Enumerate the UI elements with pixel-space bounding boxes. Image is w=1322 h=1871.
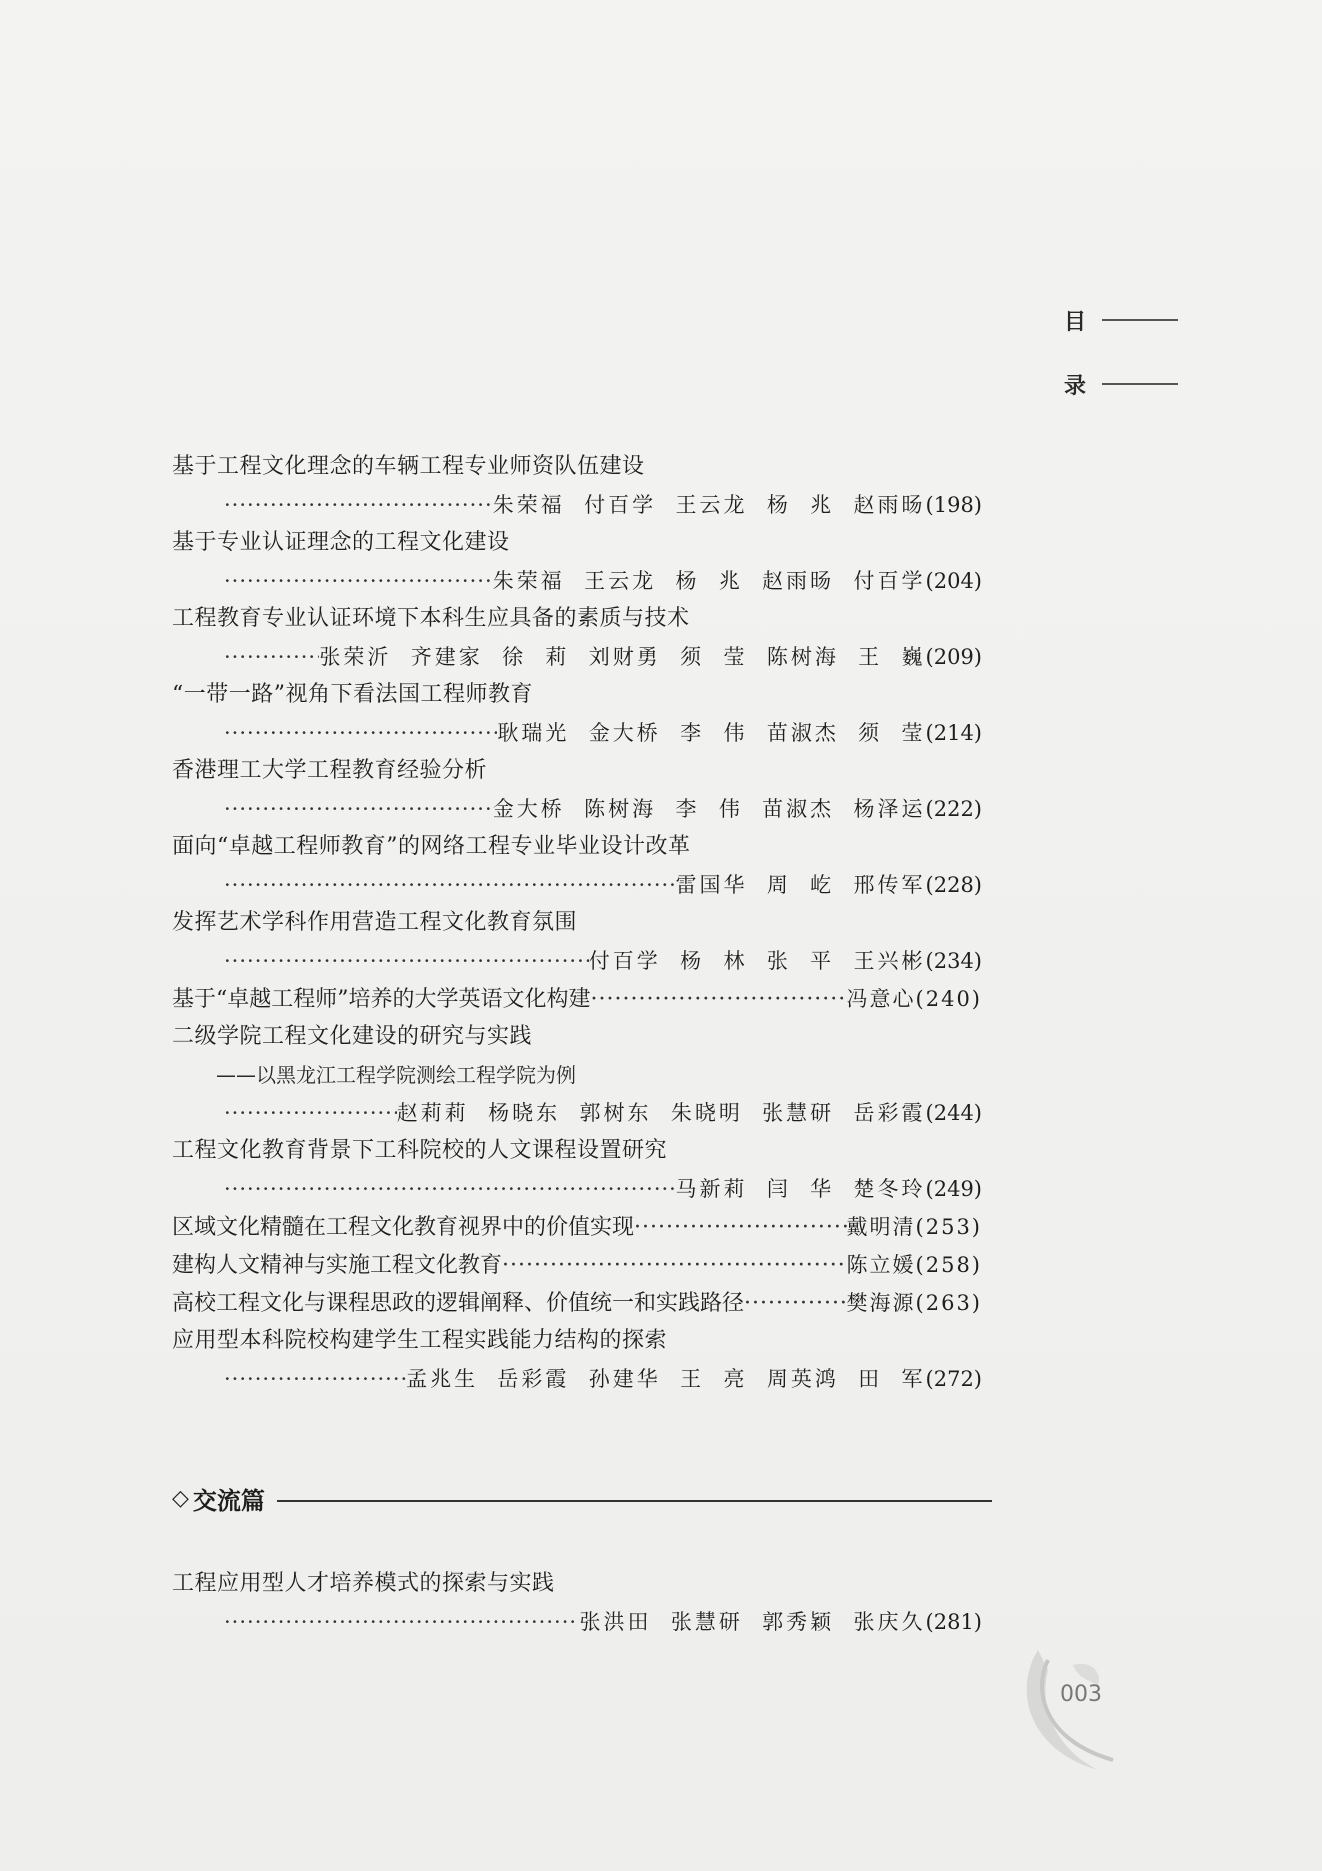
entry-author-line xyxy=(172,866,982,904)
entry-authors: 耿瑞光 金大桥 李 伟 苗淑杰 须 莹 xyxy=(497,721,926,745)
toc-entry[interactable] xyxy=(172,904,982,980)
entry-authors: 朱荣福 王云龙 杨 兆 赵雨旸 付百学 xyxy=(492,569,926,593)
entry-authors: 雷国华 周 屹 邢传军 xyxy=(675,873,926,897)
table-of-contents xyxy=(172,448,982,1398)
section-entries xyxy=(172,1565,982,1641)
entry-page: (244) xyxy=(925,1101,982,1125)
side-header-char-mu: 目 xyxy=(1063,309,1086,335)
entry-title: 发挥艺术学科作用营造工程文化教育氛围 xyxy=(172,910,578,935)
toc-entry[interactable] xyxy=(172,1322,982,1398)
leader-dots xyxy=(634,1209,847,1247)
entry-page: (240) xyxy=(915,987,982,1011)
entry-authors: 冯意心 xyxy=(846,987,916,1011)
entry-title: 建构人文精神与实施工程文化教育 xyxy=(172,1253,503,1278)
entry-authors: 金大桥 陈树海 李 伟 苗淑杰 杨泽运 xyxy=(492,797,926,821)
entry-title: 基于“卓越工程师”培养的大学英语文化构建 xyxy=(172,987,591,1012)
toc-entry[interactable] xyxy=(172,676,982,752)
entry-title: 面向“卓越工程师教育”的网络工程专业毕业设计改革 xyxy=(172,834,691,859)
entry-authors: 张荣沂 齐建家 徐 莉 刘财勇 须 莹 陈树海 王 巍 xyxy=(319,645,926,669)
entry-page: (198) xyxy=(925,493,982,517)
leader-dots xyxy=(224,486,493,524)
entry-page: (249) xyxy=(925,1177,982,1201)
entry-page: (253) xyxy=(915,1215,982,1239)
toc-entry[interactable] xyxy=(172,600,982,676)
leader-dots xyxy=(224,942,589,980)
leader-dots xyxy=(224,562,493,600)
entry-page: (258) xyxy=(915,1253,982,1277)
entry-author-line xyxy=(172,942,982,980)
toc-entry-inline[interactable] xyxy=(172,1208,982,1246)
entry-authors: 付百学 杨 林 张 平 王兴彬 xyxy=(588,949,926,973)
entry-authors: 樊海源 xyxy=(846,1291,916,1315)
entry-page: (204) xyxy=(925,569,982,593)
entry-author-line xyxy=(172,562,982,600)
leader-dots xyxy=(502,1247,847,1285)
toc-entry[interactable] xyxy=(172,1565,982,1641)
leader-dots xyxy=(224,638,319,676)
toc-entry-inline[interactable] xyxy=(172,980,982,1018)
entry-author-line xyxy=(172,714,982,752)
entry-page: (263) xyxy=(915,1291,982,1315)
section-header-exchange xyxy=(172,1478,992,1518)
toc-entry[interactable] xyxy=(172,828,982,904)
entry-authors: 陈立媛 xyxy=(846,1253,916,1277)
entry-author-line xyxy=(172,790,982,828)
entry-page: (222) xyxy=(925,797,982,821)
entry-page: (234) xyxy=(925,949,982,973)
entry-page: (214) xyxy=(925,721,982,745)
entry-author-line xyxy=(172,1603,982,1641)
entry-author-line xyxy=(172,1094,982,1132)
entry-title: 二级学院工程文化建设的研究与实践 xyxy=(172,1024,533,1049)
entry-title: 应用型本科院校构建学生工程实践能力结构的探索 xyxy=(172,1328,668,1353)
entry-subtitle: ——以黑龙江工程学院测绘工程学院为例 xyxy=(216,1063,576,1087)
section-rule xyxy=(277,1500,992,1502)
leader-dots xyxy=(744,1285,847,1323)
entry-author-line xyxy=(172,638,982,676)
entry-title: 工程应用型人才培养模式的探索与实践 xyxy=(172,1571,555,1596)
side-header-rule-1 xyxy=(1102,319,1178,321)
leader-dots xyxy=(224,1360,406,1398)
toc-entry[interactable] xyxy=(172,524,982,600)
entry-title: “一带一路”视角下看法国工程师教育 xyxy=(172,682,533,707)
entry-page: (281) xyxy=(925,1610,982,1634)
entry-authors: 朱荣福 付百学 王云龙 杨 兆 赵雨旸 xyxy=(492,493,926,517)
entry-authors: 戴明清 xyxy=(846,1215,916,1239)
entry-author-line xyxy=(172,486,982,524)
entry-authors: 赵莉莉 杨晓东 郭树东 朱晓明 张慧研 岳彩霞 xyxy=(396,1101,926,1125)
leader-dots xyxy=(224,1603,579,1641)
entry-authors: 孟兆生 岳彩霞 孙建华 王 亮 周英鸿 田 军 xyxy=(406,1367,926,1391)
entry-authors: 马新莉 闫 华 楚冬玲 xyxy=(675,1177,926,1201)
entry-title: 工程文化教育背景下工科院校的人文课程设置研究 xyxy=(172,1138,668,1163)
side-header-char-lu: 录 xyxy=(1063,373,1086,399)
toc-entry[interactable] xyxy=(172,752,982,828)
leader-dots xyxy=(591,981,847,1019)
entry-author-line xyxy=(172,1170,982,1208)
section-title: 交流篇 xyxy=(192,1486,265,1515)
entry-page: (228) xyxy=(925,873,982,897)
entry-title: 香港理工大学工程教育经验分析 xyxy=(172,758,488,783)
entry-author-line xyxy=(172,1360,982,1398)
entry-authors: 张洪田 张慧研 郭秀颖 张庆久 xyxy=(579,1610,926,1634)
toc-entry-with-subtitle[interactable] xyxy=(172,1018,982,1132)
side-header-rule-2 xyxy=(1102,383,1178,385)
leader-dots xyxy=(224,714,497,752)
entry-page: (209) xyxy=(925,645,982,669)
page-number: 003 xyxy=(1060,1682,1102,1707)
toc-entry[interactable] xyxy=(172,448,982,524)
leader-dots xyxy=(224,790,493,828)
diamond-icon: ◇ xyxy=(172,1485,189,1511)
entry-title: 工程教育专业认证环境下本科生应具备的素质与技术 xyxy=(172,606,690,631)
toc-entry-inline[interactable] xyxy=(172,1246,982,1284)
entry-page: (272) xyxy=(925,1367,982,1391)
toc-entry-inline[interactable] xyxy=(172,1284,982,1322)
entry-title: 基于专业认证理念的工程文化建设 xyxy=(172,530,510,555)
leader-dots xyxy=(224,1170,675,1208)
entry-title: 基于工程文化理念的车辆工程专业师资队伍建设 xyxy=(172,454,645,479)
entry-title: 高校工程文化与课程思政的逻辑阐释、价值统一和实践路径 xyxy=(172,1291,745,1316)
toc-entry[interactable] xyxy=(172,1132,982,1208)
leader-dots xyxy=(224,1094,397,1132)
leader-dots xyxy=(224,866,675,904)
entry-title: 区域文化精髓在工程文化教育视界中的价值实现 xyxy=(172,1215,635,1240)
